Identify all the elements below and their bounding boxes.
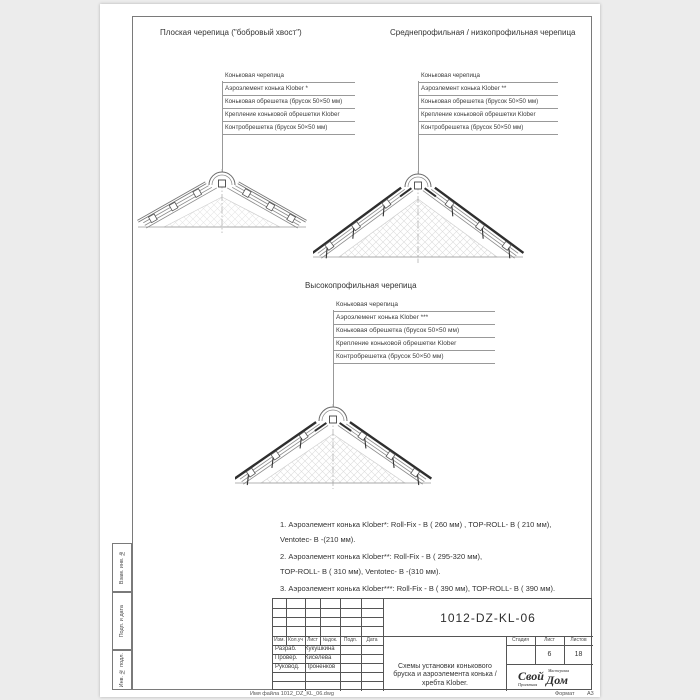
callout-item: Крепление коньковой обрешетки Klober [418,109,558,122]
drawing-title: Схемы установки конькового бруска и аэроэлемента конька / хребта Klober. [393,662,497,687]
document-number: 1012-DZ-KL-06 [440,610,536,625]
roof-ridge-diagram-high-profile [235,398,465,494]
logo-word-dom: Дом [546,673,568,687]
notes-block [280,518,595,597]
callout-item: Аэроэлемент конька Klober ** [418,83,558,96]
callout-leader-line [418,81,419,174]
company-logo-cell [506,664,593,691]
callout-list-flat-tile [222,70,355,135]
callout-item: Крепление коньковой обрешетки Klober [333,338,495,351]
role-label: Разраб. [275,646,297,652]
side-cell-vzam-inv [112,543,132,592]
title-block [272,598,592,690]
col-dok: №док. [322,637,338,643]
role-name: Проненков [305,664,336,670]
role-label: Провер. [275,655,298,661]
note-line: TOP-ROLL- B ( 310 мм), Ventotec- B -(310 мм). [280,566,441,576]
col-data: Дата [366,637,378,643]
svoy-dom-logo [516,668,586,688]
note-line: Ventotec- B -(210 мм). [280,534,356,544]
stage-header-row [506,636,593,645]
callout-item: Коньковая обрешетка (брусок 50×50 мм) [222,96,355,109]
role-name: Кукушкина [305,646,335,652]
stage-col-label: Стадия [511,637,530,643]
format-label: Формат [555,691,575,697]
callout-list-mid-profile [418,70,558,135]
sheets-total-value: 18 [574,651,583,658]
bottom-strip [100,691,600,699]
col-koluch: Кол.уч [288,637,303,643]
section-title-high-profile-tile: Высокопрофильная черепица [305,281,417,290]
drawing-sheet [100,4,600,697]
col-izm: Изм. [274,637,285,643]
section-title-mid-profile-tile: Среднепрофильная / низкопрофильная черепица [390,28,576,37]
roof-ridge-diagram-mid-profile [313,165,525,269]
callout-item: Коньковая обрешетка (брусок 50×50 мм) [418,96,558,109]
callout-item: Коньковая черепица [333,299,495,312]
side-cell-label: Взам. инв. № [119,550,125,585]
callout-item: Контробрешетка (брусок 50×50 мм) [333,351,495,364]
file-name-note: Имя файла 1012_DZ_KL_06.dwg [250,691,334,697]
logo-small-proektnaya: Проектная [518,682,538,687]
roof-ridge-diagram-flat-tile [130,163,315,243]
section-title-flat-tile: Плоская черепица ("бобровый хвост") [160,28,302,37]
callout-item: Аэроэлемент конька Klober * [222,83,355,96]
note-line: 1. Аэроэлемент конька Klober*: Roll-Fix - B ( 260 мм) , TOP-ROLL- B ( 210 мм), [280,520,552,529]
sheet-col-label: Лист [544,637,555,643]
col-podp: Подп. [343,637,358,643]
side-cell-label: Инв. № подл. [119,652,125,688]
callout-item: Коньковая обрешетка (брусок 50×50 мм) [333,325,495,338]
change-table-header [273,636,383,645]
sheet-number-value: 6 [547,651,552,658]
callout-list-high-profile [333,299,495,364]
role-name: Киселева [305,655,332,661]
callout-leader-line [222,81,223,172]
role-row-rukovod [273,663,340,672]
role-label: Руковод. [275,664,300,670]
role-row-razrab [273,645,340,654]
note-line: 3. Аэроэлемент конька Klober***: Roll-Fix - B ( 390 мм), TOP-ROLL- B ( 390 мм). [280,584,556,593]
callout-item: Контробрешетка (брусок 50×50 мм) [418,122,558,135]
logo-word-svoy: Свой [518,669,544,683]
callout-item: Крепление коньковой обрешетки Klober [222,109,355,122]
format-value: А3 [587,691,594,697]
callout-item: Коньковая черепица [222,70,355,83]
sheets-col-label: Листов [570,637,587,643]
callout-item: Контробрешетка (брусок 50×50 мм) [222,122,355,135]
side-cell-inv-podl [112,650,132,690]
side-cell-label: Подп. и дата [119,604,125,638]
logo-small-masterskaya: Мастерская [548,668,570,673]
stage-value [506,645,535,664]
callout-item: Аэроэлемент конька Klober *** [333,312,495,325]
note-line: 2. Аэроэлемент конька Klober**: Roll-Fix - B ( 295-320 мм), [280,552,483,561]
side-cell-podp-data [112,592,132,650]
role-row-prover [273,654,340,663]
col-list: Лист [307,637,318,643]
callout-leader-line [333,310,334,407]
callout-item: Коньковая черепица [418,70,558,83]
